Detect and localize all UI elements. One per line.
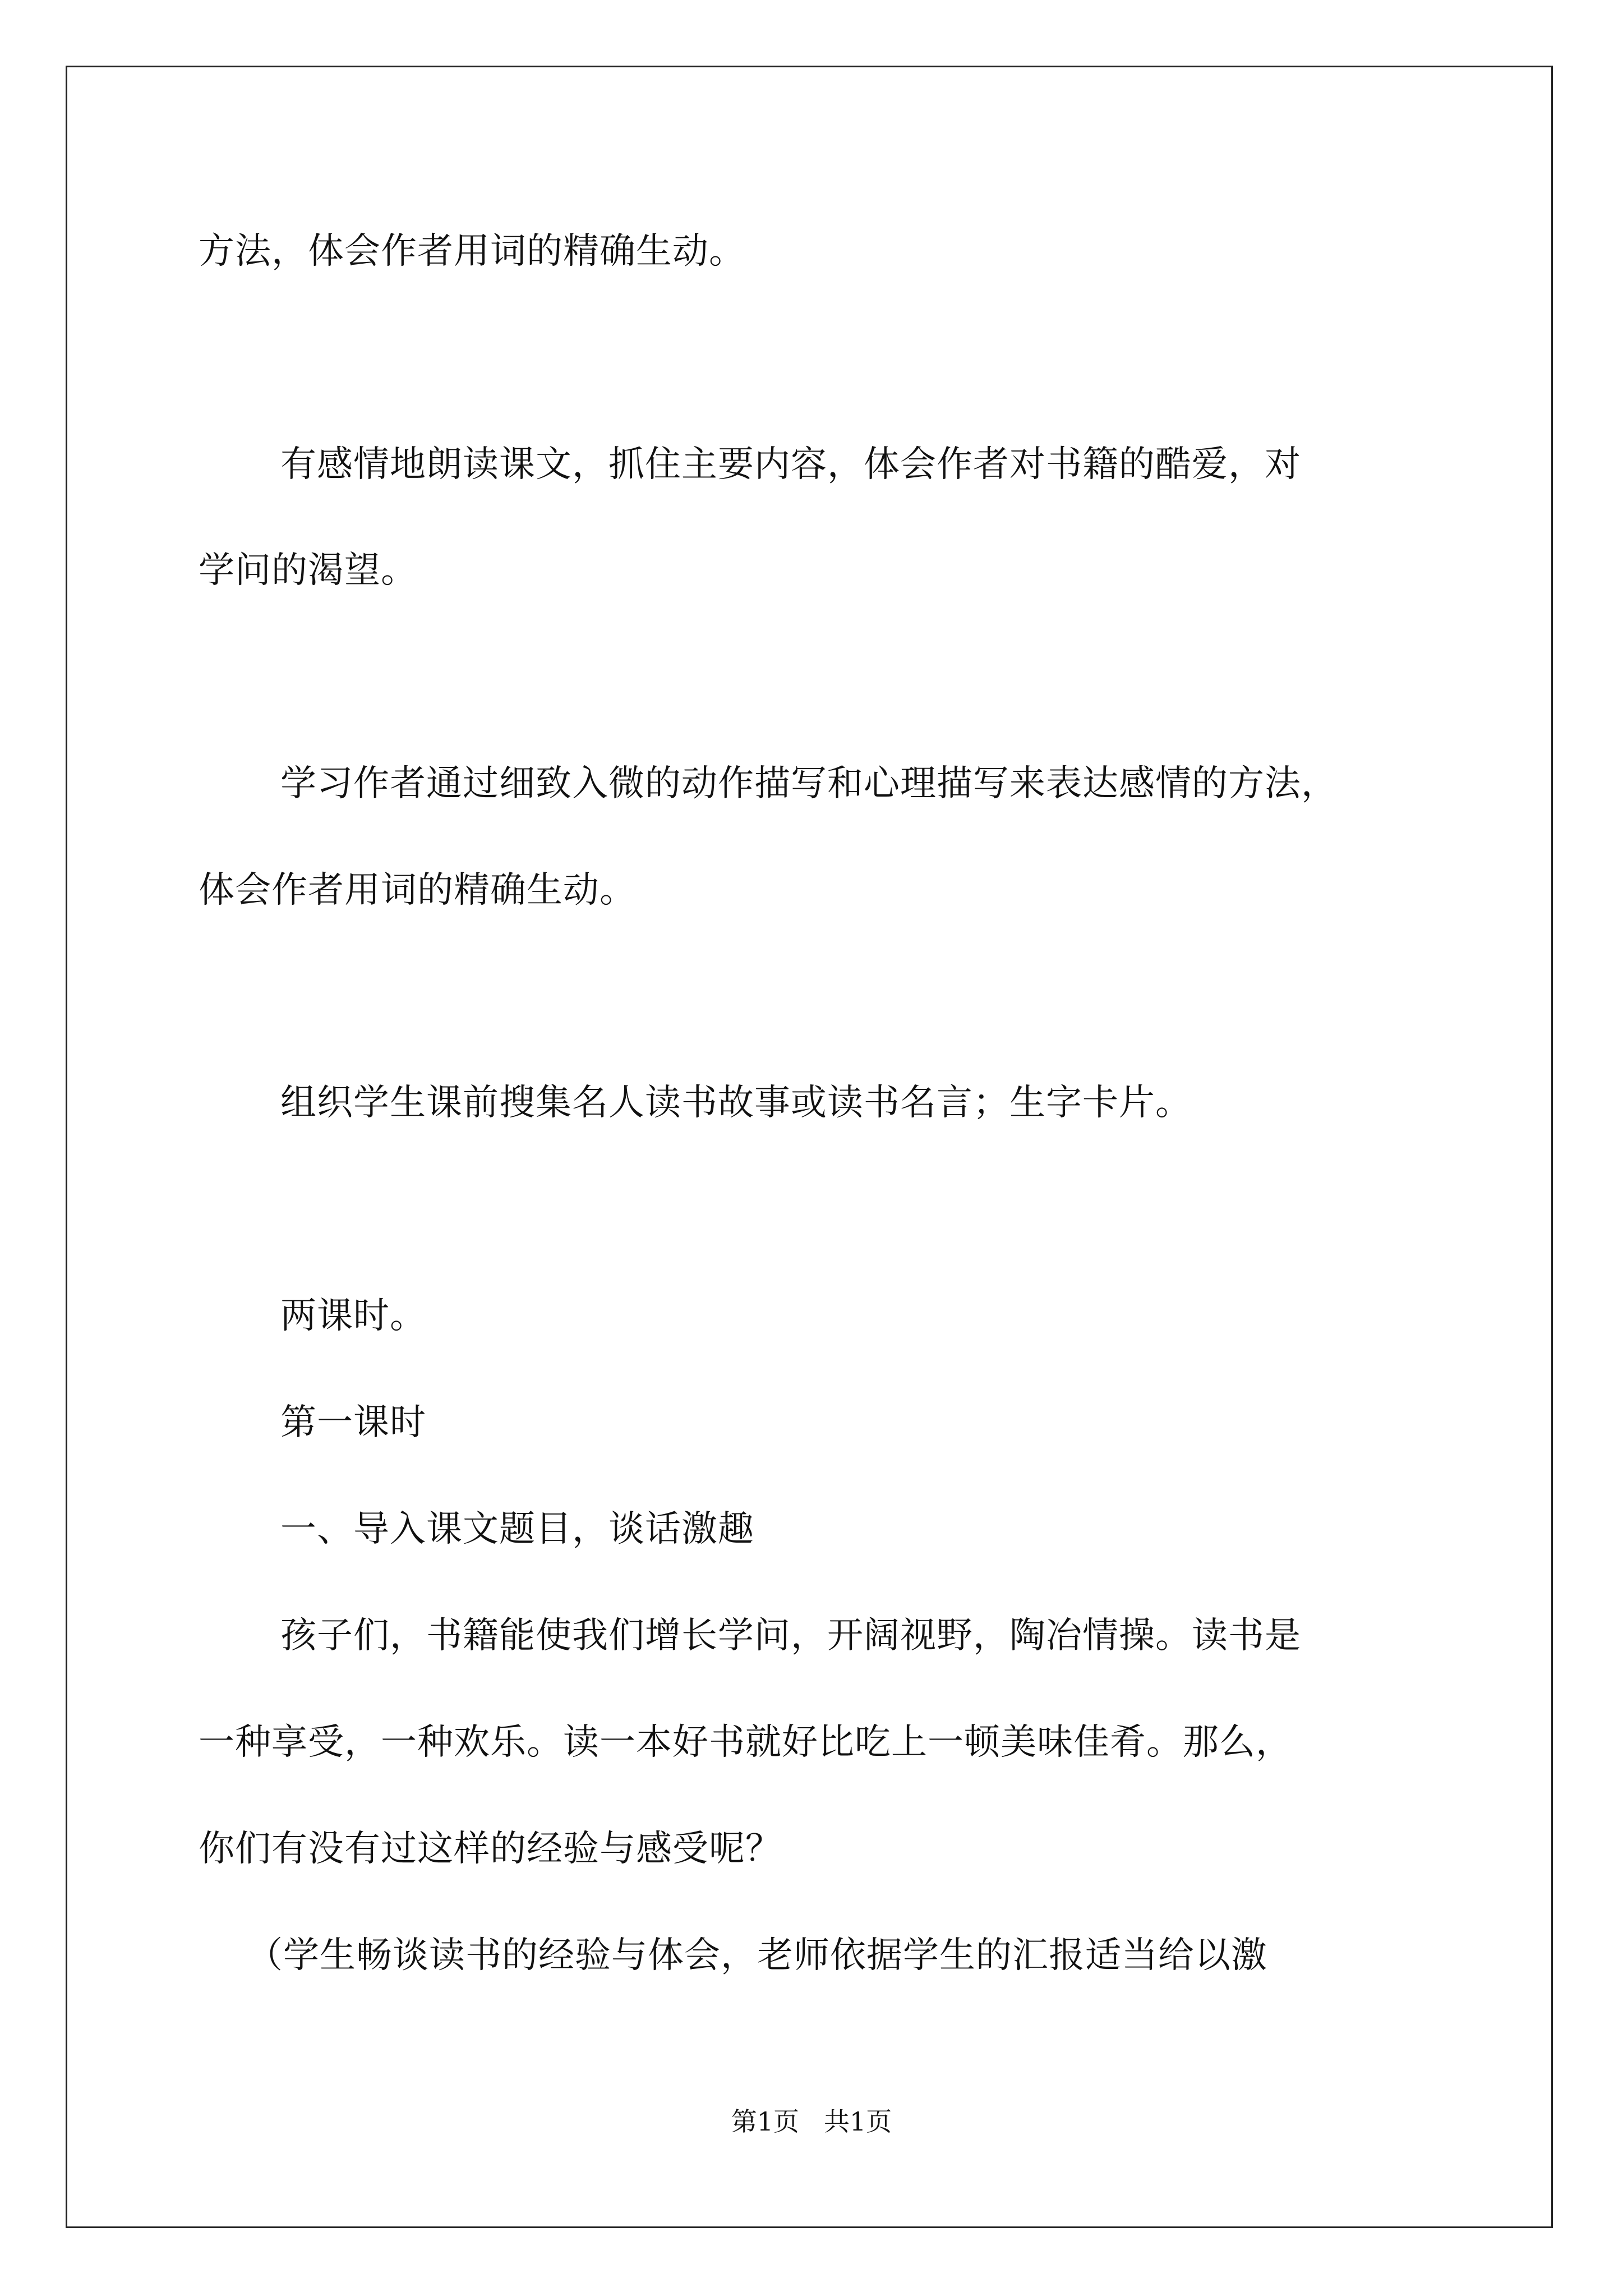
- text-line-3: 学问的渴望。: [199, 550, 417, 591]
- page-number: 第1页: [731, 2106, 800, 2137]
- text-line-12: 你们有没有过这样的经验与感受呢？: [199, 1828, 782, 1870]
- text-line-7: 两课时。: [280, 1295, 426, 1337]
- text-line-10: 孩子们，书籍能使我们增长学问，开阔视野，陶冶情操。读书是: [280, 1615, 1301, 1657]
- text-line-6: 组织学生课前搜集名人读书故事或读书名言；生字卡片。: [280, 1082, 1192, 1124]
- page-total: 共1页: [823, 2106, 892, 2137]
- text-line-5: 体会作者用词的精确生动。: [199, 869, 636, 911]
- text-line-13: （学生畅谈读书的经验与体会，老师依据学生的汇报适当给以激: [247, 1935, 1267, 1976]
- text-line-4: 学习作者通过细致入微的动作描写和心理描写来表达感情的方法，: [280, 763, 1338, 804]
- text-line-11: 一种享受，一种欢乐。读一本好书就好比吃上一顿美味佳肴。那么，: [199, 1722, 1292, 1763]
- text-line-2: 有感情地朗读课文，抓住主要内容，体会作者对书籍的酷爱，对: [280, 444, 1301, 485]
- text-line-8: 第一课时: [280, 1402, 426, 1443]
- page-border: [66, 66, 1553, 2228]
- text-line-1: 方法，体会作者用词的精确生动。: [199, 231, 745, 272]
- text-line-9: 一、导入课文题目，谈话激趣: [280, 1508, 754, 1550]
- page-footer: [0, 2106, 1623, 2137]
